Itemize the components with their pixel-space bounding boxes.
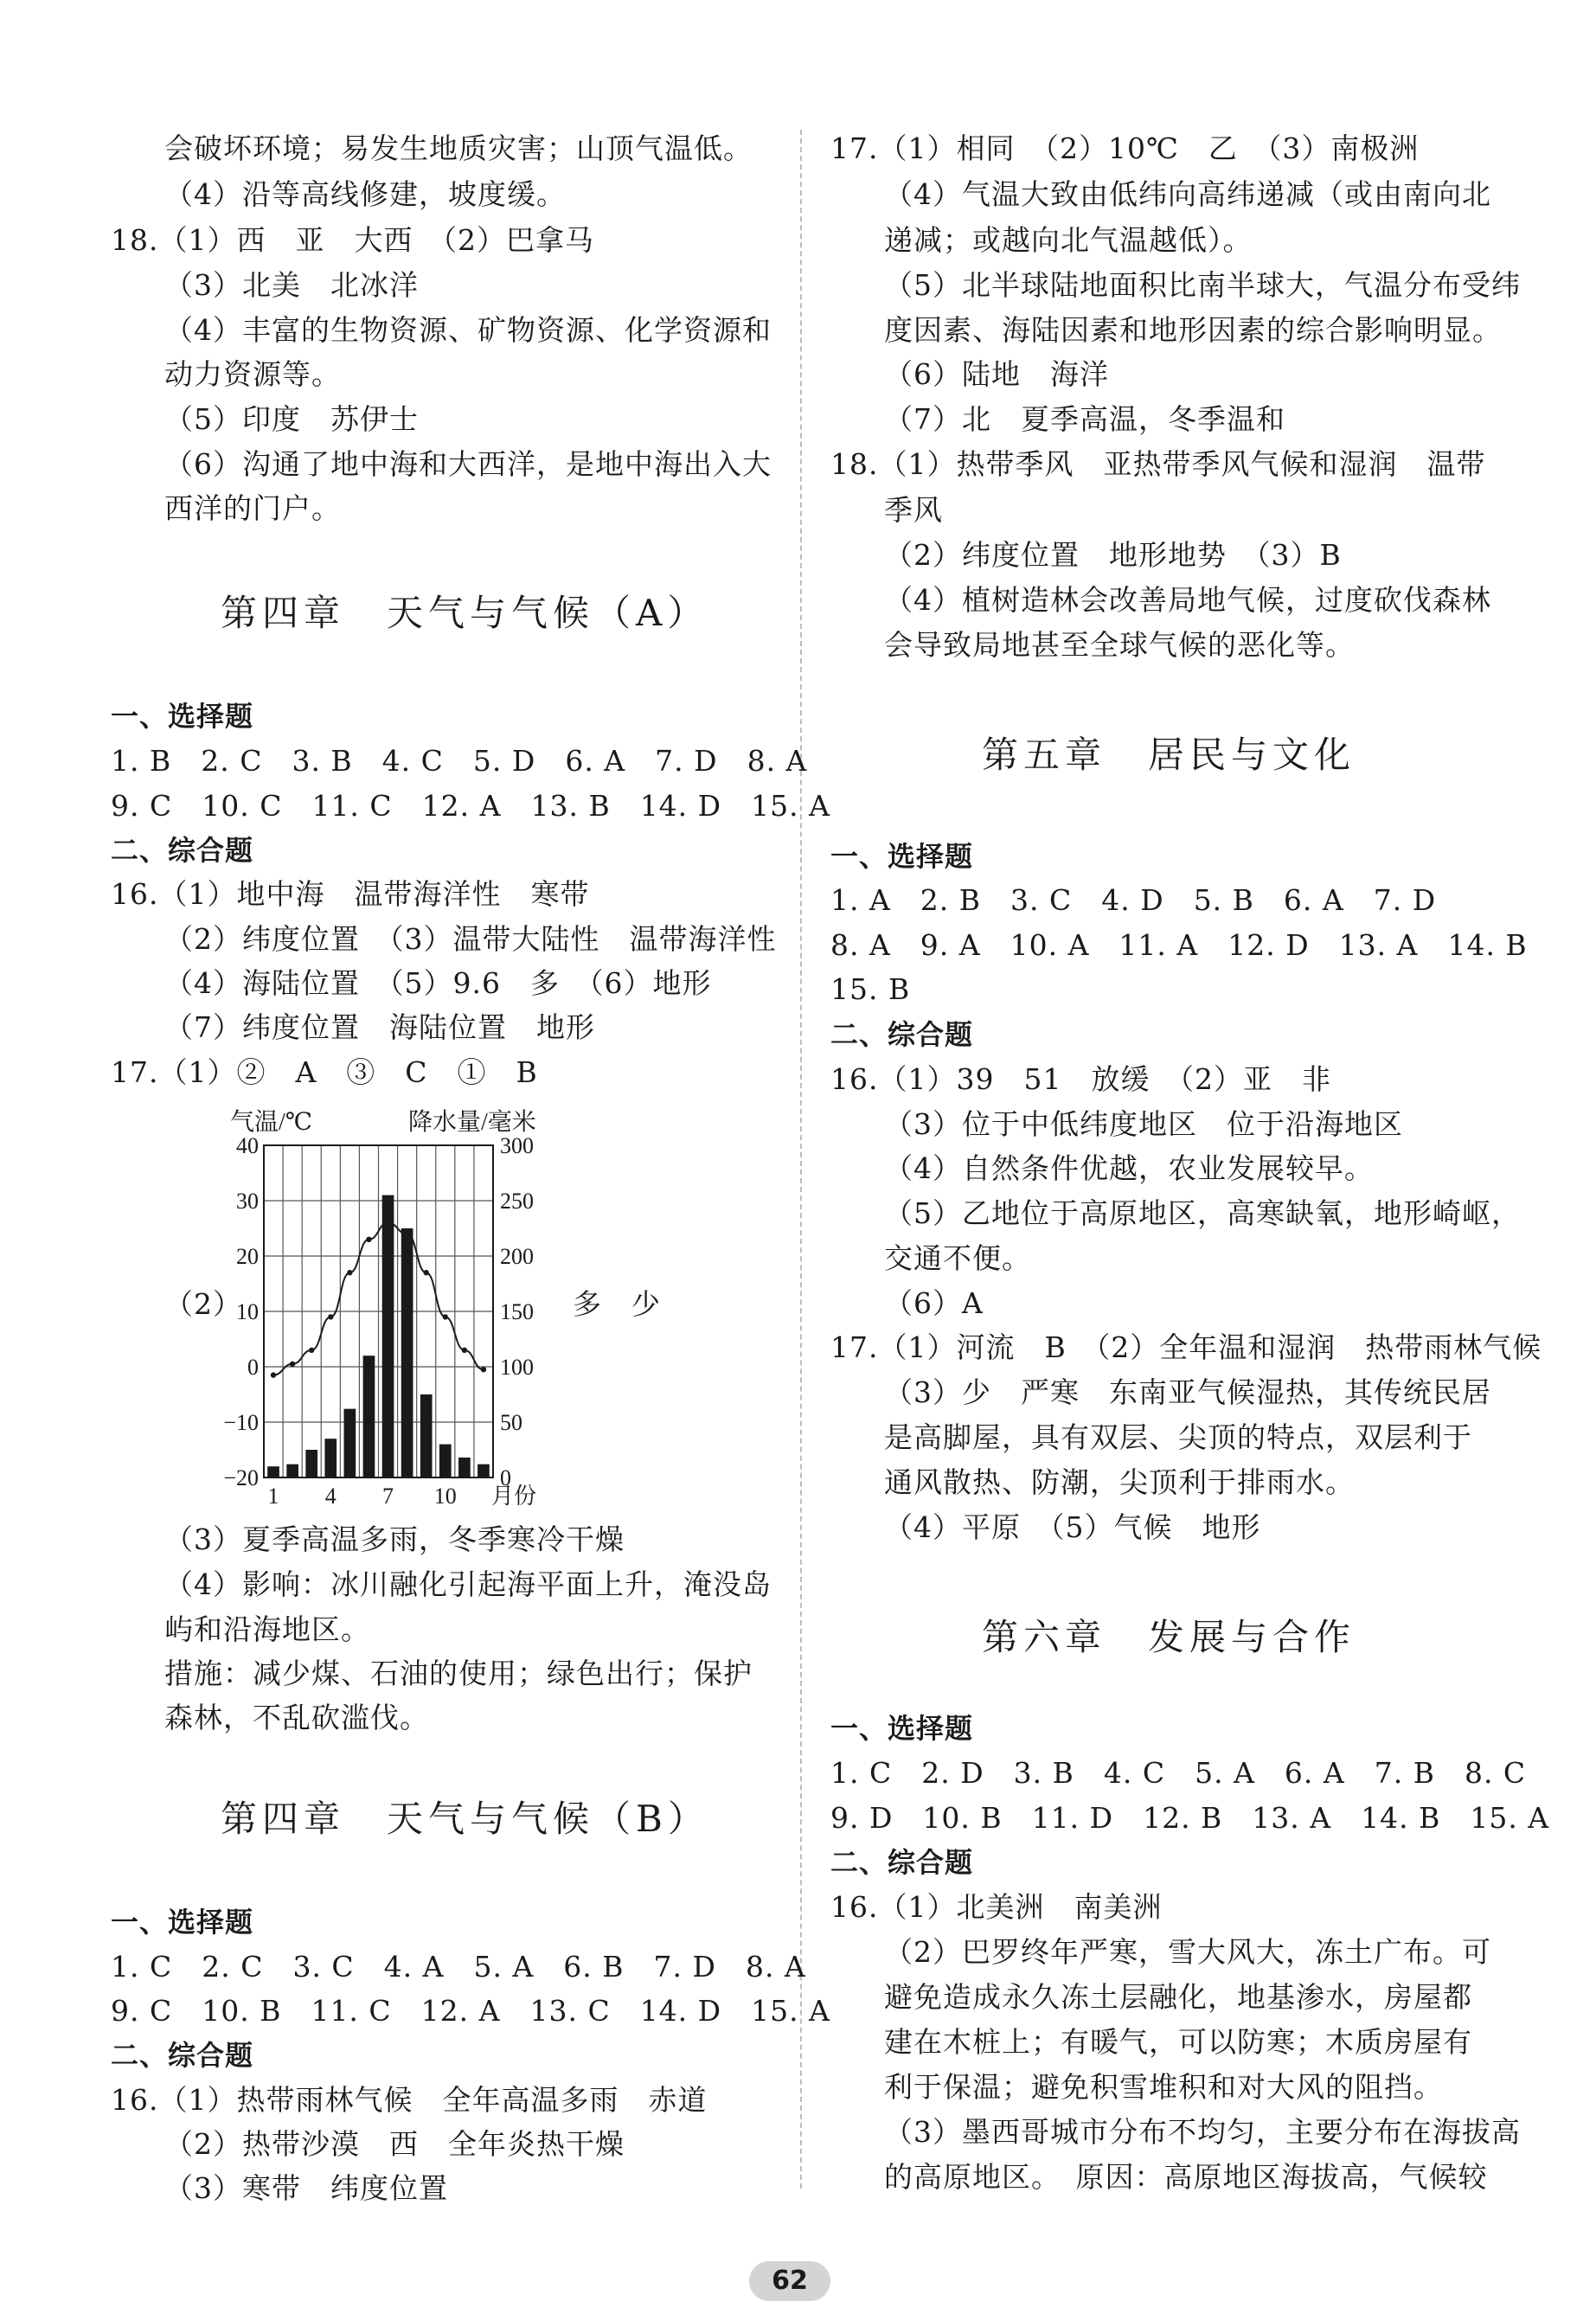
x-tick-label: 4	[324, 1484, 337, 1507]
y-left-tick-label: 30	[236, 1189, 259, 1214]
answer-line: 16.（1）北美洲 南美洲	[830, 1890, 1163, 1924]
temperature-point	[347, 1270, 352, 1275]
temperature-point	[328, 1314, 333, 1319]
answer-line: 措施：减少煤、石油的使用；绿色出行；保护	[164, 1657, 753, 1690]
answer-line: 16.（1）热带雨林气候 全年高温多雨 赤道	[111, 2083, 708, 2117]
temperature-point	[404, 1231, 409, 1236]
answer-line: 8. A 9. A 10. A 11. A 12. D 13. A 14. B	[830, 928, 1528, 962]
answer-line: 交通不便。	[884, 1241, 1031, 1275]
answer-line: （3）寒带 纬度位置	[164, 2171, 448, 2205]
temperature-point	[443, 1314, 448, 1319]
answer-line: （6）A	[884, 1286, 984, 1320]
temperature-point	[481, 1367, 486, 1372]
section-heading: 二、综合题	[111, 2039, 254, 2072]
answer-line: 15. B	[830, 972, 911, 1006]
answer-line: （4）自然条件优越，农业发展较早。	[884, 1151, 1374, 1185]
answer-line: （2）纬度位置 （3）温带大陆性 温带海洋性	[164, 922, 777, 956]
answer-line: （5）印度 苏伊士	[164, 402, 419, 436]
y-left-tick-label: 10	[236, 1299, 259, 1324]
answer-line: 16.（1）39 51 放缓 （2）亚 非	[830, 1062, 1331, 1096]
answer-line: （7）纬度位置 海陆位置 地形	[164, 1010, 595, 1044]
answer-line: （6）陆地 海洋	[884, 357, 1109, 391]
answer-line: （4）影响：冰川融化引起海平面上升，淹没岛	[164, 1567, 772, 1601]
y-right-tick-label: 100	[500, 1355, 534, 1380]
answer-line: 动力资源等。	[164, 357, 341, 391]
answer-line: 9. C 10. C 11. C 12. A 13. B 14. D 15. A	[111, 789, 830, 823]
temperature-point	[424, 1270, 429, 1275]
answer-line: 建在木桩上；有暖气，可以防寒；木质房屋有	[884, 2025, 1472, 2059]
answer-line: （4）平原 （5）气候 地形	[884, 1510, 1261, 1544]
section-heading: 二、综合题	[830, 1846, 974, 1879]
precipitation-bar	[267, 1466, 279, 1477]
precipitation-bar	[382, 1195, 394, 1477]
answer-line: 9. D 10. B 11. D 12. B 13. A 14. B 15. A	[830, 1801, 1550, 1835]
precipitation-bar	[344, 1409, 356, 1477]
y-right-tick-label: 150	[500, 1299, 534, 1324]
answer-line: 利于保温；避免积雪堆积和对大风的阻挡。	[884, 2070, 1443, 2104]
answer-line: 度因素、海陆因素和地形因素的综合影响明显。	[884, 313, 1502, 347]
y-right-tick-label: 250	[500, 1189, 534, 1214]
answer-line: （4）丰富的生物资源、矿物资源、化学资源和	[164, 313, 772, 347]
page-number: 62	[749, 2261, 830, 2301]
answer-line: 1. C 2. C 3. C 4. A 5. A 6. B 7. D 8. A	[111, 1950, 806, 1984]
answer-line: （3）墨西哥城市分布不均匀，主要分布在海拔高	[884, 2115, 1521, 2149]
chapter-title: 第五章 居民与文化	[982, 734, 1356, 776]
answer-line: 18.（1）热带季风 亚热带季风气候和湿润 温带	[830, 447, 1486, 481]
precipitation-bar	[401, 1228, 413, 1477]
answer-line: （4）沿等高线修建，坡度缓。	[164, 177, 566, 211]
answer-line: 递减；或越向北气温越低）。	[884, 223, 1253, 257]
temperature-point	[366, 1237, 371, 1242]
answer-line: （2）	[164, 1287, 242, 1321]
y-left-tick-label: 20	[236, 1244, 259, 1269]
temperature-point	[271, 1372, 276, 1377]
precipitation-bar	[324, 1439, 337, 1477]
climate-chart	[156, 1092, 554, 1507]
section-heading: 一、选择题	[111, 1906, 254, 1939]
answer-line: 森林，不乱砍滥伐。	[164, 1701, 429, 1734]
answer-line: （3）少 严寒 东南亚气候湿热，其传统民居	[884, 1375, 1491, 1409]
precipitation-bar	[305, 1450, 317, 1477]
answer-line: 会破坏环境；易发生地质灾害；山顶气温低。	[164, 131, 753, 165]
answer-line: 屿和沿海地区。	[164, 1612, 370, 1646]
answer-line: （2）纬度位置 地形地势 （3）B	[884, 538, 1342, 572]
y-left-tick-label: −20	[223, 1465, 259, 1490]
answer-line: （4）植树造林会改善局地气候，过度砍伐森林	[884, 583, 1491, 617]
answer-line: 季风	[884, 493, 943, 527]
answer-line: （3）位于中低纬度地区 位于沿海地区	[884, 1107, 1403, 1141]
y-left-tick-label: 40	[236, 1133, 259, 1158]
precipitation-bar	[458, 1458, 471, 1477]
answer-line: （3）北美 北冰洋	[164, 268, 419, 302]
answer-line: 通风散热、防潮，尖顶利于排雨水。	[884, 1465, 1355, 1499]
y-right-axis-label: 降水量/毫米	[408, 1109, 536, 1136]
answer-line: 17.（1）相同 （2）10℃ 乙 （3）南极洲	[830, 131, 1420, 165]
answer-line: 1. B 2. C 3. B 4. C 5. D 6. A 7. D 8. A	[111, 744, 808, 778]
answer-line: 9. C 10. B 11. C 12. A 13. C 14. D 15. A	[111, 1994, 830, 2028]
section-heading: 一、选择题	[830, 840, 974, 873]
answer-line: 1. A 2. B 3. C 4. D 5. B 6. A 7. D	[830, 883, 1437, 917]
answer-line: （2）热带沙漠 西 全年炎热干燥	[164, 2127, 625, 2161]
section-heading: 二、综合题	[111, 834, 254, 867]
section-heading: 一、选择题	[830, 1712, 974, 1745]
answer-line: 避免造成永久冻土层融化，地基渗水，房屋都	[884, 1980, 1472, 2014]
precipitation-bar	[363, 1356, 375, 1477]
y-right-tick-label: 0	[500, 1465, 511, 1490]
answer-line: （6）沟通了地中海和大西洋，是地中海出入大	[164, 447, 772, 481]
answer-line: 西洋的门户。	[164, 491, 341, 525]
precipitation-bar	[439, 1445, 452, 1477]
precipitation-bar	[286, 1465, 298, 1477]
temperature-point	[462, 1348, 467, 1353]
chapter-title: 第四章 天气与气候（B）	[221, 1798, 709, 1840]
answer-line: 是高脚屋，具有双层、尖顶的特点，双层利于	[884, 1420, 1472, 1454]
answer-line: （5）北半球陆地面积比南半球大，气温分布受纬	[884, 268, 1521, 302]
answer-line: 17.（1）河流 B （2）全年温和湿润 热带雨林气候	[830, 1330, 1542, 1364]
section-heading: 一、选择题	[111, 700, 254, 733]
precipitation-bar	[478, 1465, 490, 1477]
answer-line: 1. C 2. D 3. B 4. C 5. A 6. A 7. B 8. C	[830, 1756, 1527, 1790]
answer-line: （5）乙地位于高原地区，高寒缺氧，地形崎岖，	[884, 1196, 1521, 1230]
answer-line: 18.（1）西 亚 大西 （2）巴拿马	[111, 223, 594, 257]
y-right-tick-label: 200	[500, 1244, 534, 1269]
y-right-tick-label: 300	[500, 1133, 534, 1158]
answer-line: 多 少	[573, 1287, 661, 1321]
answer-line: 17.（1）② A ③ C ① B	[111, 1055, 538, 1089]
chapter-title: 第四章 天气与气候（A）	[221, 592, 709, 634]
y-left-tick-label: 0	[247, 1355, 259, 1380]
section-heading: 二、综合题	[830, 1018, 974, 1051]
x-tick-label: 10	[433, 1484, 457, 1507]
x-tick-label: 7	[382, 1484, 394, 1507]
y-right-tick-label: 50	[500, 1410, 522, 1435]
precipitation-bar	[420, 1394, 433, 1477]
answer-line: （7）北 夏季高温，冬季温和	[884, 402, 1285, 436]
answer-line: （4）海陆位置 （5）9.6 多 （6）地形	[164, 966, 712, 1000]
answer-line: （4）气温大致由低纬向高纬递减（或由南向北	[884, 177, 1491, 211]
answer-line: 会导致局地甚至全球气候的恶化等。	[884, 628, 1355, 662]
temperature-point	[290, 1362, 295, 1367]
chapter-title: 第六章 发展与合作	[982, 1616, 1356, 1658]
answer-line: （3）夏季高温多雨，冬季寒冷干燥	[164, 1522, 625, 1556]
answer-line: 16.（1）地中海 温带海洋性 寒带	[111, 877, 590, 911]
answer-line: （2）巴罗终年严寒，雪大风大，冻土广布。可	[884, 1935, 1491, 1969]
y-left-tick-label: −10	[223, 1410, 259, 1435]
answer-line: 的高原地区。 原因：高原地区海拔高，气候较	[884, 2160, 1488, 2194]
temperature-point	[309, 1348, 314, 1353]
x-axis-label: 月份	[490, 1484, 536, 1507]
x-tick-label: 1	[267, 1484, 279, 1507]
y-left-axis-label: 气温/℃	[230, 1109, 313, 1136]
column-divider	[800, 130, 802, 2189]
temperature-point	[385, 1220, 390, 1225]
